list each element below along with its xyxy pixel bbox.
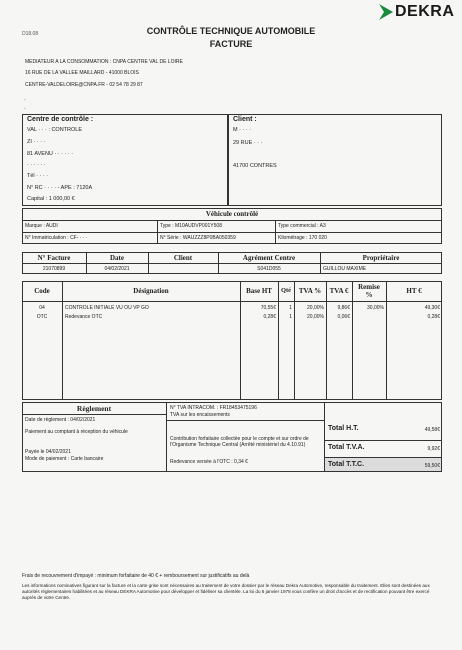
row1-qte: 1 xyxy=(289,305,292,311)
doc-code: D18.08 xyxy=(22,31,39,37)
col-code: Code xyxy=(34,287,50,295)
centre-header: Centre de contrôle : xyxy=(27,116,94,123)
mediator-address: 16 RUE DE LA VALLEE MAILLARD - 41000 BLOIS xyxy=(25,70,139,76)
vehicle-marque: Marque : AUDI xyxy=(25,223,58,229)
reglement-header: Règlement xyxy=(76,404,112,413)
col-remise: Remise % xyxy=(358,283,380,299)
header-agrement: Agrément Centre xyxy=(242,254,296,262)
client-header: Client : xyxy=(233,116,257,123)
centre-line-3: 81 AVENU · · · · · · xyxy=(27,151,74,157)
total-ttc-value: 59,50€ xyxy=(424,463,440,469)
total-tva-value: 9,92€ xyxy=(427,446,440,452)
reglement-mode: Mode de paiement : Carte bancaire xyxy=(25,456,104,462)
document-subtitle: FACTURE xyxy=(209,39,253,49)
col-tva-eur: TVA € xyxy=(329,287,349,295)
client-line-1: M · · · · xyxy=(233,127,252,133)
centre-line-1: VAL · · · : CONTROLE xyxy=(27,127,83,133)
total-tva-label: Total T.V.A. xyxy=(328,444,365,451)
centre-line-5: Tél · · · · xyxy=(27,173,49,179)
vehicle-header: Véhicule contrôlé xyxy=(205,210,259,218)
col-base-ht: Base HT xyxy=(246,287,272,295)
vehicle-immatriculation: N° Immatriculation : CF- · · · xyxy=(25,235,88,241)
dekra-logo-text: DEKRA xyxy=(395,3,455,20)
row2-designation: Redevance OTC xyxy=(65,314,103,320)
tva-redevance: Redevance versée à l'OTC : 0,34 € xyxy=(170,459,248,465)
col-designation: Désignation xyxy=(133,287,169,295)
vehicle-type-commercial: Type commercial : A3 xyxy=(278,223,326,229)
header-invoice-number: N° Facture xyxy=(37,254,71,262)
row1-base-ht: 70,55€ xyxy=(260,305,276,311)
row1-ht-eur: 49,30€ xyxy=(424,305,440,311)
client-box xyxy=(228,114,442,206)
total-ht-label: Total H.T. xyxy=(328,425,359,432)
row1-designation: CONTROLE INITIALE VU OU VP GO xyxy=(65,305,149,311)
row1-code: 04 xyxy=(39,305,45,311)
mediator-name: MEDIATEUR A LA CONSOMMATION : CNPA CENTRE VAL DE LOIRE xyxy=(25,59,183,65)
total-ttc-label: Total T.T.C. xyxy=(328,461,365,468)
dekra-arrow-icon xyxy=(378,3,394,21)
col-tva-pct: TVA % xyxy=(298,287,322,295)
client-city: 41700 CONTRES xyxy=(233,163,277,169)
centre-line-2: ZI · · · · xyxy=(27,139,46,145)
centre-capital: Capital : 1 000,00 € xyxy=(27,196,75,202)
document-title: CONTRÔLE TECHNIQUE AUTOMOBILE xyxy=(146,26,316,36)
footer-legal: Les informations nominatives figurant sur la facture et la carte grise sont nécessaires au traitement de votre dossier par le réseau Dekra Automotive, responsable du traitement. Elles sont destinées aux autorités réglementaires habilitées et au réseau DEKRA Automotive pour développer et fidéliser sa clientèle. La loi du 6 janvier 1978 vous confère un droit d'accès et de rectification pouvant être exercé auprès de votre Centre. xyxy=(22,583,430,600)
col-qte: Qté xyxy=(280,287,292,294)
invoice-agrement: S041D055 xyxy=(257,266,281,272)
vehicle-serie: N° Série : WAUZZZ8P0BA050359 xyxy=(160,235,236,241)
row2-code: OTC xyxy=(36,314,48,320)
dekra-logo xyxy=(378,2,462,22)
row2-ht-eur: 0,28€ xyxy=(427,314,440,320)
header-date: Date xyxy=(110,254,124,262)
invoice-number: 21070899 xyxy=(42,266,66,272)
invoice-proprietaire: GUILLOU MAXIME xyxy=(323,266,367,272)
reglement-paid: Payée le 04/02/2021 xyxy=(25,449,71,455)
row1-tva-eur: 9,86€ xyxy=(337,305,350,311)
total-ht-value: 49,58€ xyxy=(424,427,440,433)
vehicle-type: Type : M10AUDVP001Y508 xyxy=(160,223,222,229)
row2-base-ht: 0,28€ xyxy=(263,314,276,320)
mediator-contact: CENTRE-VALDELOIRE@CNPA.FR - 02 54 78 29 87 xyxy=(25,82,143,88)
row2-qte: 1 xyxy=(289,314,292,320)
reglement-note: Paiement au comptant à réception du véhicule xyxy=(25,429,128,435)
tva-contribution: Contribution forfaitaire collectée pour le compte et sur ordre de l'Organisme Technique Central (Arrêté ministériel du 4.10.91) xyxy=(170,436,309,448)
centre-line-4: · · · · · · xyxy=(27,162,46,168)
row2-tva-pct: 20,00% xyxy=(307,314,324,320)
header-client: Client xyxy=(173,254,193,262)
tva-intracom: N° TVA INTRACOM. : FR18453475196 xyxy=(170,405,257,411)
row1-remise: 30,00% xyxy=(367,305,384,311)
footer-recouvrement: Frais de recouvrement d'impayé : minimum forfaitaire de 40 € + remboursement sur justificatifs au delà xyxy=(22,573,250,579)
tva-encaissements: TVA sur les encaissements xyxy=(170,412,230,418)
vehicle-kilometrage: Kilométrage : 170 020 xyxy=(278,235,327,241)
row2-tva-eur: 0,06€ xyxy=(337,314,350,320)
invoice-date: 04/02/2021 xyxy=(104,266,130,272)
row1-tva-pct: 20,00% xyxy=(307,305,324,311)
client-line-2: 29 RUE · · · xyxy=(233,140,263,146)
col-ht-eur: HT € xyxy=(406,287,422,295)
reglement-date: Date de règlement : 04/02/2021 xyxy=(25,417,96,423)
centre-line-6: N° RC · · · · - APE : 7120A xyxy=(27,185,93,191)
header-proprietaire: Propriétaire xyxy=(362,254,400,262)
